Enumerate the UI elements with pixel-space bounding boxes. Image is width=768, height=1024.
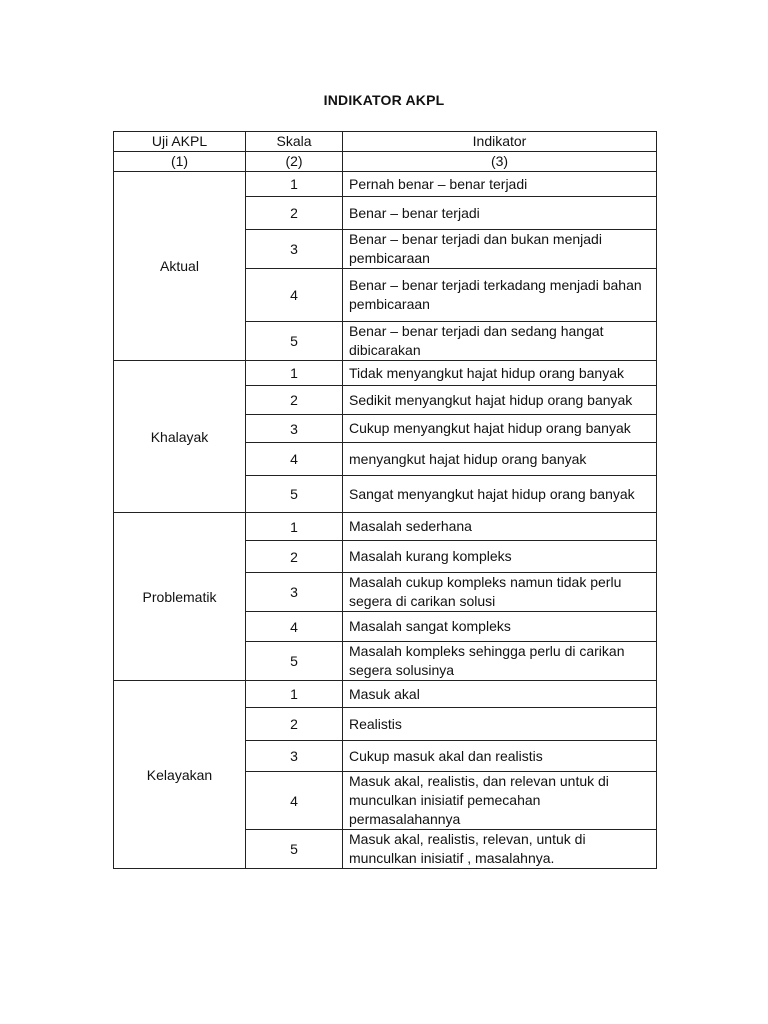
scale-cell: 2 [246,386,343,415]
scale-cell: 1 [246,172,343,197]
column-number-3: (3) [343,152,657,172]
indicator-cell: Masalah kurang kompleks [343,541,657,573]
indicator-cell: Masalah sederhana [343,513,657,541]
scale-cell: 1 [246,361,343,386]
scale-cell: 2 [246,197,343,230]
scale-cell: 5 [246,642,343,681]
scale-cell: 3 [246,230,343,269]
scale-cell: 2 [246,708,343,741]
scale-cell: 4 [246,772,343,830]
scale-cell: 3 [246,415,343,443]
akpl-indicator-table [113,131,657,869]
indicator-cell: Benar – benar terjadi [343,197,657,230]
scale-cell: 1 [246,681,343,708]
indicator-cell: Masuk akal, realistis, relevan, untuk di munculkan inisiatif , masalahnya. [343,830,657,869]
category-khalayak: Khalayak [114,361,246,513]
table-row [114,513,657,541]
scale-cell: 1 [246,513,343,541]
category-aktual: Aktual [114,172,246,361]
indicator-cell: menyangkut hajat hidup orang banyak [343,443,657,476]
scale-cell: 2 [246,541,343,573]
indicator-cell: Masalah cukup kompleks namun tidak perlu segera di carikan solusi [343,573,657,612]
indicator-cell: Benar – benar terjadi dan bukan menjadi pembicaraan [343,230,657,269]
scale-cell: 4 [246,612,343,642]
indicator-cell: Masuk akal, realistis, dan relevan untuk di munculkan inisiatif pemecahan permasalahannya [343,772,657,830]
indicator-cell: Sedikit menyangkut hajat hidup orang banyak [343,386,657,415]
column-header-skala: Skala [246,132,343,152]
indicator-cell: Tidak menyangkut hajat hidup orang banyak [343,361,657,386]
scale-cell: 5 [246,476,343,513]
indicator-cell: Masalah sangat kompleks [343,612,657,642]
table-header-row [114,132,657,152]
indicator-cell: Pernah benar – benar terjadi [343,172,657,197]
indicator-cell: Sangat menyangkut hajat hidup orang banyak [343,476,657,513]
column-header-indikator: Indikator [343,132,657,152]
category-problematik: Problematik [114,513,246,681]
page-title: INDIKATOR AKPL [323,92,445,108]
scale-cell: 4 [246,269,343,322]
indicator-cell: Benar – benar terjadi terkadang menjadi bahan pembicaraan [343,269,657,322]
scale-cell: 4 [246,443,343,476]
table-row [114,681,657,708]
column-number-2: (2) [246,152,343,172]
scale-cell: 5 [246,322,343,361]
scale-cell: 3 [246,573,343,612]
table-row [114,172,657,197]
indicator-cell: Benar – benar terjadi dan sedang hangat dibicarakan [343,322,657,361]
column-header-uji-akpl: Uji AKPL [114,132,246,152]
scale-cell: 3 [246,741,343,772]
table-column-number-row [114,152,657,172]
indicator-cell: Masuk akal [343,681,657,708]
indicator-cell: Masalah kompleks sehingga perlu di carikan segera solusinya [343,642,657,681]
scale-cell: 5 [246,830,343,869]
indicator-cell: Realistis [343,708,657,741]
column-number-1: (1) [114,152,246,172]
category-kelayakan: Kelayakan [114,681,246,869]
table-row [114,361,657,386]
indicator-cell: Cukup menyangkut hajat hidup orang banyak [343,415,657,443]
indicator-cell: Cukup masuk akal dan realistis [343,741,657,772]
